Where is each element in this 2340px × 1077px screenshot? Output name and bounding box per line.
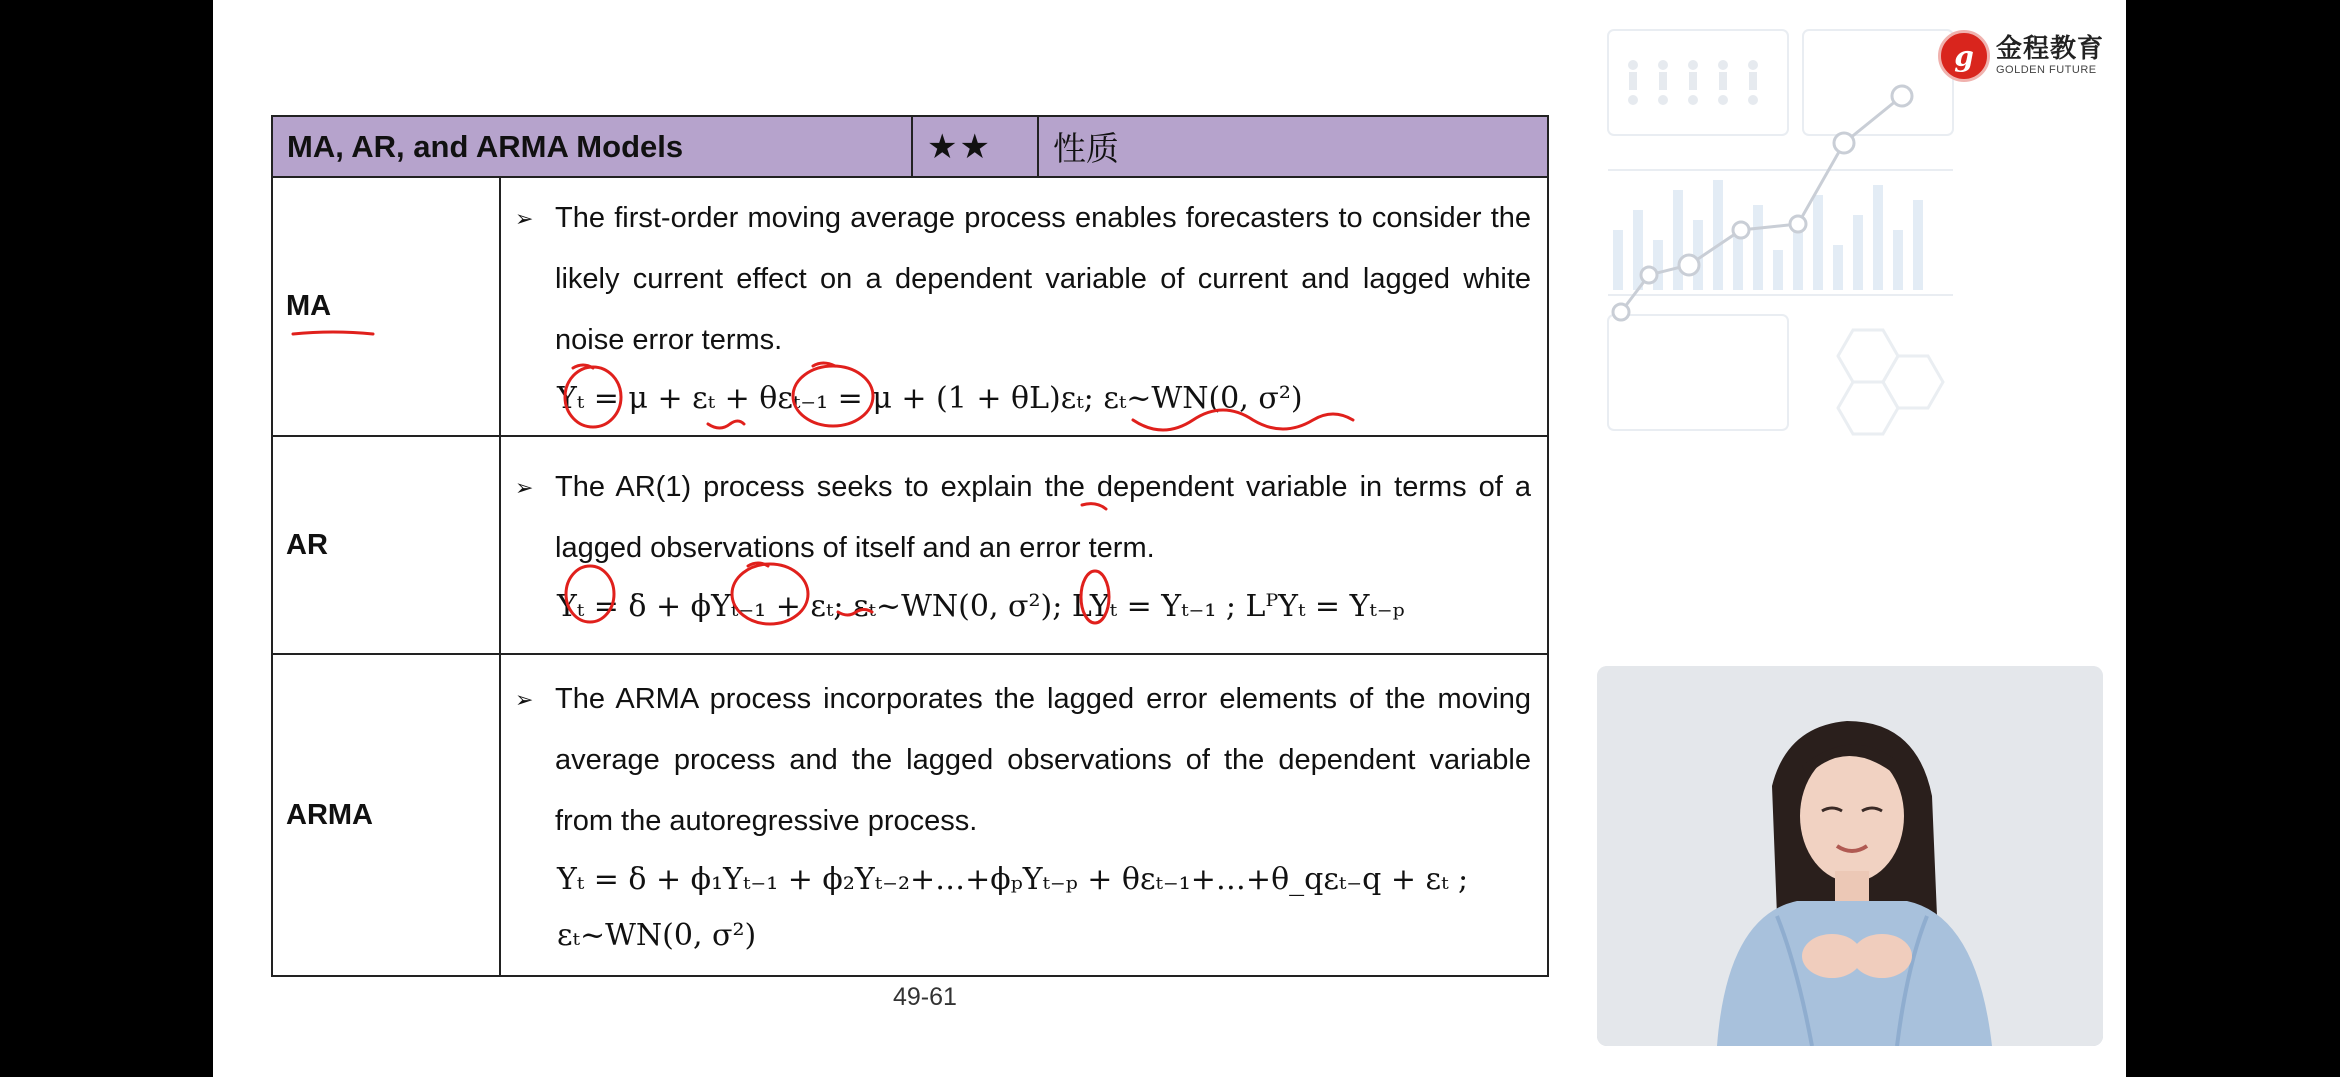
arma-equation-line-2: εₜ~WN(0, σ²) bbox=[557, 917, 757, 953]
ma-equation: Yₜ = μ + εₜ + θεₜ₋₁ = μ + (1 + θL)εₜ; εₜ~WN(0, σ²) bbox=[557, 381, 1303, 416]
table-row-arma bbox=[272, 654, 1548, 976]
table-row-ma bbox=[272, 177, 1548, 436]
arma-equation-line-1: Yₜ = δ + ϕ₁Yₜ₋₁ + ϕ₂Yₜ₋₂+…+ϕₚYₜ₋ₚ + θεₜ₋₁+…+θ_qεₜ₋q + εₜ ; bbox=[557, 861, 1469, 897]
golden-future-logo bbox=[1938, 30, 2104, 82]
presenter-video[interactable] bbox=[1597, 666, 2103, 1046]
difficulty-stars: ★★ bbox=[912, 116, 1038, 177]
bullet-arrow-icon: ➢ bbox=[515, 475, 534, 500]
row-body-ar bbox=[500, 436, 1548, 654]
table-title: MA, AR, and ARMA Models bbox=[272, 116, 912, 177]
table-header-row bbox=[272, 116, 1548, 177]
decorative-infographic bbox=[1593, 20, 2108, 660]
arma-description: The ARMA process incorporates the lagged error elements of the moving average process and the lagged observations of the dependent variable from the autoregressive process. bbox=[555, 682, 1532, 837]
ar-equation: Yₜ = δ + ϕYₜ₋₁ + εₜ; εₜ~WN(0, σ²); LYₜ = Yₜ₋₁ ; LᴾYₜ = Yₜ₋ₚ bbox=[557, 589, 1405, 624]
row-label-arma: ARMA bbox=[272, 654, 500, 976]
slide bbox=[213, 0, 2126, 1077]
ma-description: The first-order moving average process enables forecasters to consider the likely current effect on a dependent variable of current and lagged white noise error terms. bbox=[555, 202, 1532, 356]
bullet-arrow-icon: ➢ bbox=[515, 686, 534, 712]
bullet-arrow-icon: ➢ bbox=[515, 206, 534, 231]
row-label-ma: MA bbox=[272, 177, 500, 436]
row-body-arma bbox=[500, 654, 1548, 976]
row-body-ma bbox=[500, 177, 1548, 436]
ar-description: The AR(1) process seeks to explain the dependent variable in terms of a lagged observations of itself and an error term. bbox=[555, 471, 1532, 564]
models-table bbox=[271, 115, 1549, 977]
logo-name-en: GOLDEN FUTURE bbox=[1996, 64, 2097, 76]
page-number: 49-61 bbox=[893, 983, 957, 1011]
table-row-ar bbox=[272, 436, 1548, 654]
row-label-ar: AR bbox=[272, 436, 500, 654]
logo-name-cn: 金程教育 bbox=[1996, 34, 2105, 64]
topic-label: 性质 bbox=[1038, 116, 1548, 177]
logo-seal-icon: g bbox=[1938, 30, 1990, 82]
